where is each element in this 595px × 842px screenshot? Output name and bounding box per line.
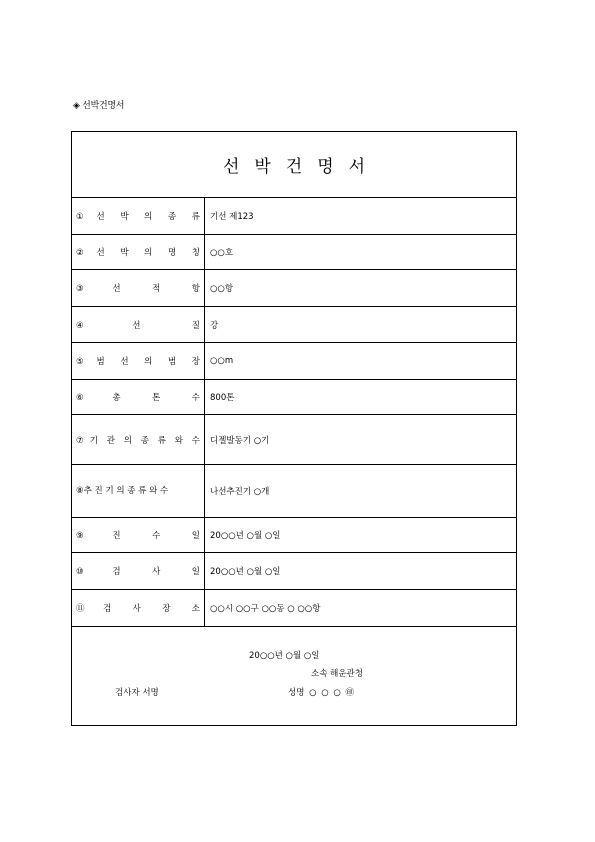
row-propeller-type-count: [72, 465, 516, 518]
document-label: ◈ 선박건명서: [73, 101, 125, 111]
row-label: ④선 질: [72, 307, 205, 342]
row-value: ○○항: [210, 284, 234, 294]
row-value: 나선추진기 ○개: [210, 487, 270, 497]
row-launch-date: [72, 518, 516, 553]
row-value: ○○m: [210, 356, 234, 366]
row-label: ⑪검 사 장 소: [72, 590, 205, 626]
row-value: 800톤: [210, 393, 235, 403]
row-hull-material: [72, 307, 516, 343]
row-value: 기선 제123: [210, 212, 254, 222]
row-value: ○○호: [210, 248, 234, 258]
row-sailing-rig: [72, 343, 516, 380]
signature-office: 소속 해운관청: [311, 669, 363, 679]
row-engine-type-count: [72, 415, 516, 465]
row-port-of-registry: [72, 270, 516, 307]
signature-name-line: 성명 ○ ○ ○ ㊞: [288, 688, 354, 698]
row-value: 강: [210, 320, 219, 331]
signature-date: 20○○년 ○월 ○일: [249, 651, 320, 661]
row-inspection-place: [72, 590, 516, 627]
row-label: ①선 박 의 종 류: [72, 198, 205, 234]
form-title: 선박건명서: [222, 157, 381, 177]
row-label: ⑨진 수 일: [72, 518, 205, 552]
row-label: ⑤범 선 의 범 장: [72, 343, 205, 379]
row-label: ⑩검 사 일: [72, 553, 205, 589]
row-label: ⑥총 톤 수: [72, 380, 205, 414]
row-value: 20○○년 ○월 ○일: [210, 531, 281, 541]
ship-specification-form: [71, 131, 517, 726]
row-inspection-date: [72, 553, 516, 590]
row-ship-name: [72, 235, 516, 270]
row-label: ⑦기 관 의 종 류 와 수: [72, 415, 205, 464]
row-label: ②선 박 의 명 칭: [72, 235, 205, 269]
signature-label: 검사자 서명: [115, 688, 159, 698]
row-value: 디젤발동기 ○기: [210, 435, 270, 446]
row-label: ③선 적 항: [72, 270, 205, 306]
row-label: ⑧추 진 기 의 종 류 와 수: [72, 465, 205, 517]
row-gross-tonnage: [72, 380, 516, 415]
row-ship-type: [72, 198, 516, 235]
signature-section: [72, 627, 516, 724]
form-title-row: [72, 132, 516, 198]
row-value: 20○○년 ○월 ○일: [210, 567, 281, 577]
row-value: ○○시 ○○구 ○○동 ○ ○○항: [210, 604, 321, 614]
